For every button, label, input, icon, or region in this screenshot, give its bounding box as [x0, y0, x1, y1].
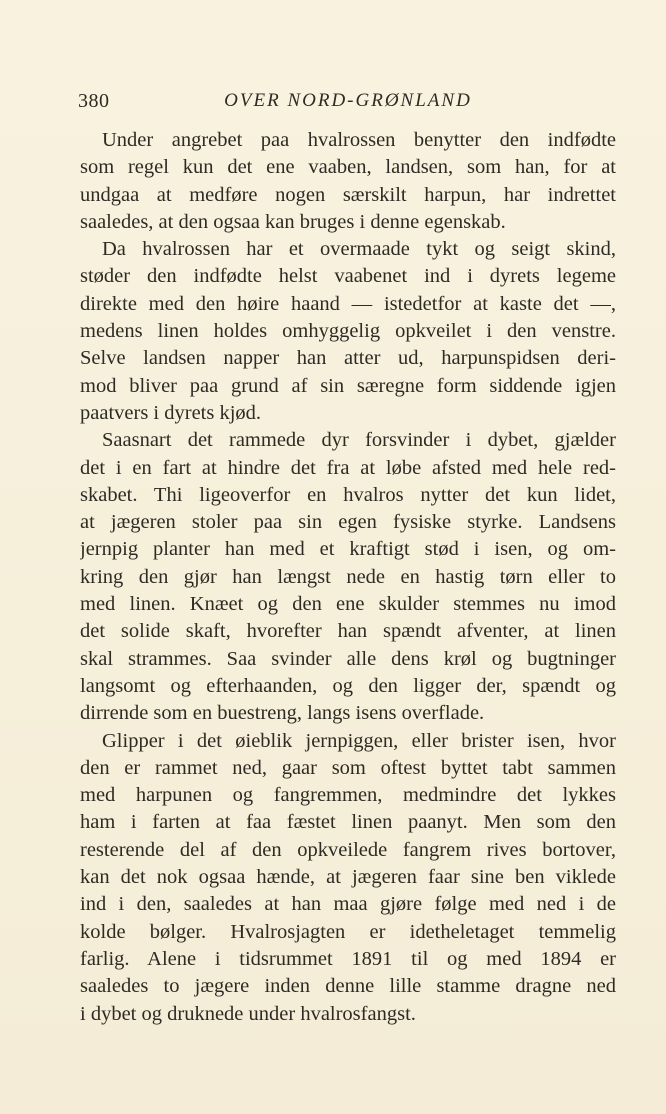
- text-line: støder den indfødte helst vaabenet ind i dyrets legeme: [80, 265, 616, 288]
- text-line: saaledes to jægere inden denne lille stamme dragne ned: [80, 975, 616, 998]
- text-line: Saasnart det rammede dyr forsvinder i dybet, gjælder: [102, 429, 616, 452]
- text-line: Da hvalrossen har et overmaade tykt og seigt skind,: [102, 238, 616, 261]
- body-text: [80, 127, 616, 1028]
- text-line: Glipper i det øieblik jernpiggen, eller brister isen, hvor: [102, 729, 616, 752]
- text-line: resterende del af den opkveilede fangrem rives bortover,: [80, 838, 616, 861]
- text-line: dirrende som en buestreng, langs isens overflade.: [80, 702, 485, 725]
- running-title: OVER NORD-GRØNLAND: [224, 90, 472, 111]
- text-line: i dybet og druknede under hvalrosfangst.: [80, 1002, 416, 1025]
- text-line: det i en fart at hindre det fra at løbe afsted med hele red-: [80, 456, 616, 479]
- text-line: Under angrebet paa hvalrossen benytter den indfødte: [102, 129, 616, 151]
- text-line: kolde bølger. Hvalrosjagten er idetheletaget temmelig: [80, 920, 616, 943]
- text-line: det solide skaft, hvorefter han spændt afventer, at linen: [80, 620, 616, 643]
- text-line: saaledes, at den ogsaa kan bruges i denne egenskab.: [80, 210, 506, 233]
- text-line: den er rammet ned, gaar som oftest byttet tabt sammen: [80, 756, 616, 779]
- page-number: 380: [78, 90, 110, 112]
- page-header: [78, 90, 618, 120]
- text-line: direkte med den høire haand — istedetfor at kaste det —,: [80, 292, 616, 315]
- text-line: medens linen holdes omhyggelig opkveilet i den venstre.: [80, 320, 616, 343]
- text-line: som regel kun det ene vaaben, landsen, som han, for at: [80, 156, 616, 179]
- text-line: Selve landsen napper han atter ud, harpunspidsen deri-: [80, 347, 616, 370]
- text-line: skabet. Thi ligeoverfor en hvalros nytter det kun lidet,: [80, 483, 616, 506]
- text-line: med harpunen og fangremmen, medmindre det lykkes: [80, 784, 616, 807]
- text-line: med linen. Knæet og den ene skulder stemmes nu imod: [80, 593, 616, 616]
- text-line: farlig. Alene i tidsrummet 1891 til og med 1894 er: [80, 947, 616, 970]
- text-line: langsomt og efterhaanden, og den ligger der, spændt og: [80, 674, 616, 697]
- text-line: ind i den, saaledes at han maa gjøre følge med ned i de: [80, 893, 616, 916]
- text-line: mod bliver paa grund af sin særegne form siddende igjen: [80, 374, 616, 397]
- text-line: jernpig planter han med et kraftigt stød i isen, og om-: [80, 538, 616, 561]
- text-line: ham i farten at faa fæstet linen paanyt. Men som den: [80, 811, 616, 834]
- text-line: at jægeren stoler paa sin egen fysiske styrke. Landsens: [80, 511, 616, 534]
- text-line: kan det nok ogsaa hænde, at jægeren faar sine ben viklede: [80, 866, 616, 889]
- text-line: undgaa at medføre nogen særskilt harpun, har indrettet: [80, 183, 616, 206]
- text-line: skal strammes. Saa svinder alle dens krøl og bugtninger: [80, 647, 616, 670]
- text-line: kring den gjør han længst nede en hastig tørn eller to: [80, 565, 616, 588]
- text-line: paatvers i dyrets kjød.: [80, 401, 262, 424]
